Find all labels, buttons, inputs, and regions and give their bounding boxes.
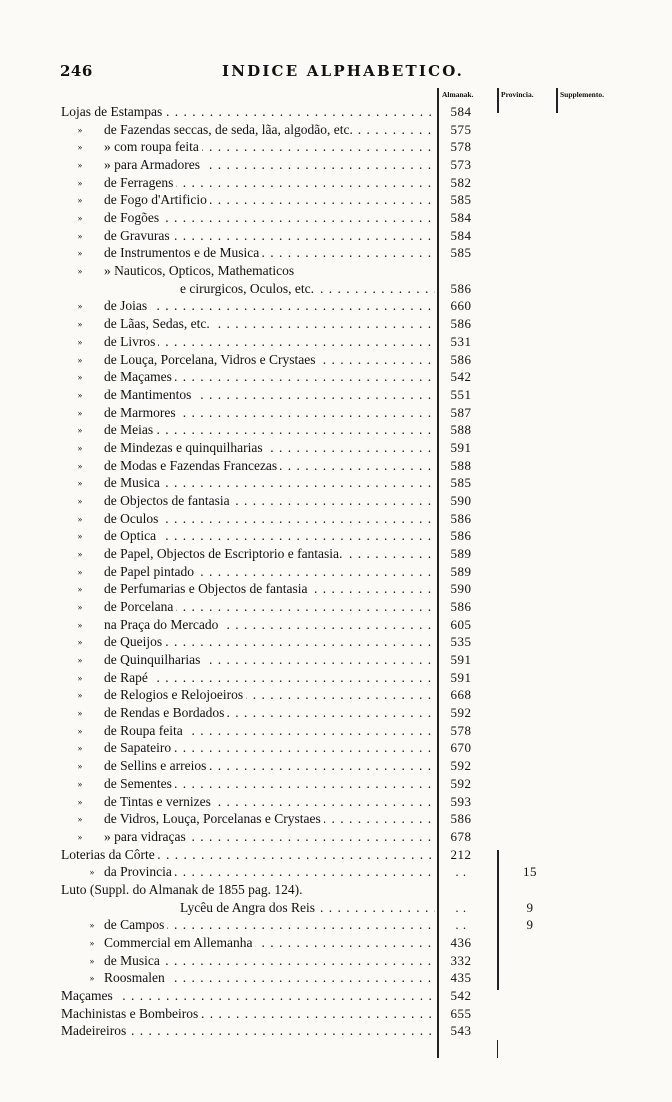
index-entry — [0, 669, 672, 687]
index-entry — [0, 156, 672, 174]
almanak-page: 584 — [450, 227, 472, 243]
entry-text: de Meias — [104, 422, 156, 437]
entry-label — [104, 121, 435, 139]
index-entry — [0, 739, 672, 757]
entry-label — [104, 174, 435, 192]
entry-label — [104, 138, 435, 156]
ditto-mark: » — [77, 672, 83, 683]
almanak-page: 578 — [450, 139, 472, 155]
entry-label — [61, 1022, 435, 1040]
index-entry — [0, 651, 672, 669]
ditto-mark: » — [77, 619, 83, 630]
almanak-page: 590 — [450, 492, 472, 508]
ditto-mark: » — [77, 142, 83, 153]
index-entry — [0, 386, 672, 404]
index-entry — [0, 527, 672, 545]
ditto-mark: » — [77, 213, 83, 224]
entry-text: de Relogios e Relojoeiros — [104, 687, 246, 702]
entry-text: de Sementes — [104, 776, 175, 791]
index-entry — [0, 704, 672, 722]
index-entry — [0, 138, 672, 156]
entry-text: de Maçames — [104, 369, 175, 384]
index-entry — [0, 793, 672, 811]
entry-text: de Mantimentos — [104, 387, 194, 402]
entry-text: de Livros — [104, 334, 158, 349]
index-entry — [0, 439, 672, 457]
entry-text: de Roupa feita — [104, 723, 186, 738]
entry-text: de Ferragens — [104, 175, 176, 190]
entry-text: da Provincia — [104, 864, 175, 879]
almanak-page: 591 — [450, 652, 472, 668]
index-entry — [0, 686, 672, 704]
entry-text: Machinistas e Bombeiros — [61, 1006, 201, 1021]
entry-text: de Fogões — [104, 210, 162, 225]
entry-label — [104, 563, 435, 581]
index-entry — [0, 545, 672, 563]
entry-text: de Rapé — [104, 670, 151, 685]
almanak-page: 585 — [450, 245, 472, 261]
ditto-mark: » — [89, 867, 95, 878]
entry-text: e cirurgicos, Oculos, etc. — [180, 281, 317, 296]
almanak-page: 586 — [450, 351, 472, 367]
entry-text: Luto (Suppl. do Almanak de 1855 pag. 124). — [61, 882, 305, 897]
entry-text: de Quinquilharias — [104, 652, 203, 667]
almanak-page: . . — [455, 917, 467, 933]
ditto-mark: » — [77, 831, 83, 842]
entry-label — [61, 1005, 435, 1023]
almanak-page: 589 — [450, 546, 472, 561]
entry-text: de Musica — [104, 953, 163, 968]
entry-label — [104, 828, 435, 846]
entry-label — [104, 651, 435, 669]
entry-text: de Tintas e vernizes — [104, 794, 214, 809]
entry-text: Lojas de Estampas — [61, 104, 165, 119]
entry-label — [104, 333, 435, 351]
almanak-page: 588 — [450, 422, 472, 438]
index-entry — [0, 351, 672, 369]
almanak-page: 531 — [450, 333, 472, 349]
entry-label — [61, 846, 435, 864]
almanak-page: 542 — [450, 369, 472, 385]
entry-label — [104, 421, 435, 439]
almanak-page: 535 — [450, 634, 472, 650]
ditto-mark: » — [77, 584, 83, 595]
index-entry — [0, 191, 672, 209]
entry-text: Loterias da Côrte — [61, 847, 158, 862]
ditto-mark: » — [77, 177, 83, 188]
entry-text: de Papel, Objectos de Escriptorio e fantasia. — [104, 546, 345, 561]
entry-label — [104, 351, 435, 369]
almanak-page: 551 — [450, 386, 472, 402]
index-entry — [0, 722, 672, 740]
index-entry — [0, 333, 672, 351]
index-entry — [0, 952, 672, 970]
index-entry — [0, 244, 672, 262]
index-entry — [0, 1005, 672, 1023]
almanak-page: 578 — [450, 722, 472, 738]
provincia-page: 9 — [526, 917, 534, 933]
ditto-mark: » — [77, 549, 83, 559]
entry-label — [104, 598, 435, 616]
column-header-almanak: Almanak. — [442, 90, 474, 99]
index-entry — [0, 899, 672, 917]
ditto-mark: » — [89, 920, 95, 931]
ditto-mark: » — [77, 160, 83, 171]
index-entry — [0, 457, 672, 475]
entry-label — [104, 757, 435, 775]
almanak-page: 592 — [450, 705, 472, 721]
column-header-supplemento: Supplemento. — [560, 90, 604, 99]
almanak-page: 582 — [450, 174, 472, 190]
almanak-page: 678 — [450, 828, 472, 844]
almanak-page: 586 — [450, 599, 472, 615]
index-entry — [0, 775, 672, 793]
entry-text: de Sapateiro — [104, 740, 174, 755]
entry-text: de Musica — [104, 475, 163, 490]
entry-label — [104, 262, 435, 280]
entry-label — [180, 899, 435, 917]
index-entry — [0, 174, 672, 192]
entry-label — [104, 386, 435, 404]
provincia-page: 9 — [526, 899, 534, 915]
entry-label — [104, 580, 435, 598]
entry-label — [104, 227, 435, 245]
index-entry — [0, 616, 672, 634]
ditto-mark: » — [77, 372, 83, 383]
index-entry — [0, 563, 672, 581]
almanak-page: 660 — [450, 298, 472, 314]
entry-label — [104, 934, 435, 952]
entry-text: de Gravuras — [104, 228, 173, 243]
entry-label — [104, 669, 435, 687]
entry-text: na Praça do Mercado — [104, 617, 221, 632]
index-entry — [0, 315, 672, 333]
entry-text: de Queijos — [104, 634, 165, 649]
index-entry — [0, 987, 672, 1005]
ditto-mark: » — [77, 637, 83, 648]
ditto-mark: » — [77, 655, 83, 666]
entry-text: Roosmalen — [104, 970, 168, 985]
almanak-page: 585 — [450, 475, 472, 491]
index-entry — [0, 262, 672, 280]
index-entry — [0, 969, 672, 987]
entry-label — [104, 492, 435, 510]
ditto-mark: » — [89, 955, 95, 966]
entry-label — [104, 704, 435, 722]
entry-label — [61, 987, 435, 1005]
ditto-mark: » — [77, 743, 83, 754]
entry-label — [104, 545, 435, 563]
index-entry — [0, 280, 672, 298]
ditto-mark: » — [77, 124, 83, 135]
ditto-mark: » — [77, 513, 83, 524]
almanak-page: 586 — [450, 316, 472, 332]
almanak-page: 591 — [450, 669, 472, 685]
entry-text: de Optica — [104, 528, 159, 543]
index-entry — [0, 934, 672, 952]
provincia-page: 15 — [523, 864, 537, 880]
ditto-mark: » — [77, 442, 83, 453]
entry-text: Maçames — [61, 988, 116, 1003]
index-entry — [0, 633, 672, 651]
ditto-mark: » — [77, 495, 83, 506]
page-number: 246 — [60, 62, 93, 80]
almanak-page: 435 — [450, 970, 472, 986]
entry-text: de Modas e Fazendas Francezas — [104, 458, 280, 473]
almanak-page: . . — [455, 899, 467, 915]
entry-text: de Louça, Porcelana, Vidros e Crystaes — [104, 352, 319, 367]
entry-text: » para vidraças — [104, 829, 189, 844]
almanak-page: 592 — [450, 775, 472, 791]
ditto-mark: » — [77, 425, 83, 436]
entry-label — [104, 315, 435, 333]
entry-text: de Campos — [104, 917, 167, 932]
index-entry — [0, 916, 672, 934]
entry-text: » com roupa feita — [104, 139, 202, 154]
almanak-page: 212 — [450, 846, 472, 862]
ditto-mark: » — [77, 602, 83, 613]
ditto-mark: » — [77, 460, 83, 471]
ditto-mark: » — [77, 195, 83, 206]
entry-label — [104, 156, 435, 174]
ditto-mark: » — [89, 973, 95, 984]
entry-text: Madeireiros — [61, 1023, 129, 1038]
index-entry — [0, 510, 672, 528]
ditto-mark: » — [77, 266, 83, 277]
entry-text: de Mindezas e quinquilharias — [104, 440, 266, 455]
entry-label — [104, 191, 435, 209]
entry-label — [104, 969, 435, 987]
almanak-page: 586 — [450, 528, 472, 544]
index-entry — [0, 580, 672, 598]
entry-text: de Papel pintado — [104, 564, 197, 579]
ditto-mark: » — [77, 336, 83, 347]
ditto-mark: » — [77, 319, 83, 330]
almanak-page: 332 — [450, 952, 472, 968]
almanak-page: 575 — [450, 121, 472, 137]
entry-label — [180, 280, 435, 298]
entry-label — [104, 686, 435, 704]
index-entry — [0, 598, 672, 616]
entry-text: de Oculos — [104, 511, 161, 526]
entry-text: de Joias — [104, 298, 150, 313]
index-entry — [0, 209, 672, 227]
almanak-page: 655 — [450, 1005, 472, 1021]
index-entry — [0, 828, 672, 846]
index-entry — [0, 863, 672, 881]
entry-text: Lycêu de Angra dos Reis — [180, 900, 318, 915]
index-entry — [0, 492, 672, 510]
entry-label — [104, 633, 435, 651]
entry-label — [104, 739, 435, 757]
entry-label — [104, 952, 435, 970]
entry-text: de Sellins e arreios — [104, 758, 209, 773]
almanak-page: 585 — [450, 192, 472, 208]
index-entry — [0, 297, 672, 315]
ditto-mark: » — [77, 814, 83, 825]
ditto-mark: » — [77, 478, 83, 489]
almanak-page: 586 — [450, 510, 472, 526]
entry-text: de Objectos de fantasia — [104, 493, 233, 508]
ditto-mark: » — [77, 407, 83, 418]
entry-label — [104, 863, 435, 881]
entry-label — [104, 457, 435, 475]
index-entry — [0, 121, 672, 139]
entry-text: Commercial em Allemanha — [104, 935, 255, 950]
entry-label — [104, 209, 435, 227]
index-entry — [0, 227, 672, 245]
entry-label — [104, 368, 435, 386]
almanak-page: 586 — [450, 280, 472, 296]
ditto-mark: » — [77, 690, 83, 701]
ditto-mark: » — [77, 248, 83, 259]
ditto-mark: » — [77, 301, 83, 312]
entry-text: de Instrumentos e de Musica — [104, 245, 262, 260]
entry-label — [104, 510, 435, 528]
entry-text: de Marmores — [104, 405, 179, 420]
entry-text: de Fogo d'Artificio — [104, 192, 210, 207]
index-entry — [0, 1022, 672, 1040]
index-entry — [0, 421, 672, 439]
index-entry — [0, 846, 672, 864]
index-entry — [0, 368, 672, 386]
almanak-page: 592 — [450, 758, 472, 774]
almanak-page: 605 — [450, 616, 472, 632]
entry-label — [104, 439, 435, 457]
almanak-page: . . — [455, 864, 467, 880]
ditto-mark: » — [77, 531, 83, 542]
ditto-mark: » — [77, 796, 83, 807]
column-rule-tail — [497, 1040, 498, 1058]
entry-label — [61, 881, 421, 899]
entry-text: de Rendas e Bordados — [104, 705, 227, 720]
entry-text: de Vidros, Louça, Porcelanas e Crystaes — [104, 811, 324, 826]
almanak-page: 584 — [450, 104, 472, 119]
almanak-page: 668 — [450, 687, 472, 703]
entry-label — [104, 244, 435, 262]
entry-label — [104, 297, 435, 315]
ditto-mark: » — [77, 230, 83, 241]
ditto-mark: » — [77, 761, 83, 772]
almanak-page: 543 — [450, 1023, 472, 1039]
almanak-page: 573 — [450, 157, 472, 173]
almanak-page: 590 — [450, 581, 472, 597]
entry-label — [104, 810, 435, 828]
entry-label — [104, 722, 435, 740]
almanak-page: 587 — [450, 404, 472, 420]
almanak-page: 670 — [450, 740, 472, 756]
almanak-page: 591 — [450, 439, 472, 455]
almanak-page: 436 — [450, 934, 472, 950]
entry-label — [104, 916, 435, 934]
ditto-mark: » — [77, 566, 83, 577]
ditto-mark: » — [77, 354, 83, 365]
index-entry — [0, 474, 672, 492]
almanak-page: 593 — [450, 793, 472, 809]
almanak-page: 589 — [450, 563, 472, 579]
ditto-mark: » — [77, 708, 83, 719]
index-entry — [0, 404, 672, 422]
index-entry — [0, 103, 672, 121]
column-header-provincia: Provincia. — [501, 90, 534, 99]
entry-label — [61, 103, 435, 121]
almanak-page: 586 — [450, 811, 472, 827]
entry-text: de Porcelana — [104, 599, 176, 614]
ditto-mark: » — [77, 725, 83, 736]
entry-text: » para Armadores — [104, 157, 203, 172]
index-entry — [0, 881, 672, 899]
entry-text: de Lãas, Sedas, etc. — [104, 316, 213, 331]
entry-label — [104, 775, 435, 793]
page-title: INDICE ALPHABETICO. — [222, 62, 465, 80]
ditto-mark: » — [89, 937, 95, 948]
entry-label — [104, 527, 435, 545]
index-entry — [0, 810, 672, 828]
entry-label — [104, 793, 435, 811]
almanak-page: 584 — [450, 210, 472, 226]
ditto-mark: » — [77, 389, 83, 400]
index-entry — [0, 757, 672, 775]
entry-label — [104, 474, 435, 492]
ditto-mark: » — [77, 778, 83, 789]
entry-label — [104, 404, 435, 422]
entry-text: » Nauticos, Opticos, Mathematicos — [104, 263, 297, 278]
entry-label — [104, 616, 435, 634]
entry-text: de Perfumarias e Objectos de fantasia — [104, 581, 311, 596]
almanak-page: 542 — [450, 988, 472, 1003]
entry-text: de Fazendas seccas, de seda, lãa, algodão, etc. — [104, 122, 356, 137]
almanak-page: 588 — [450, 457, 472, 473]
